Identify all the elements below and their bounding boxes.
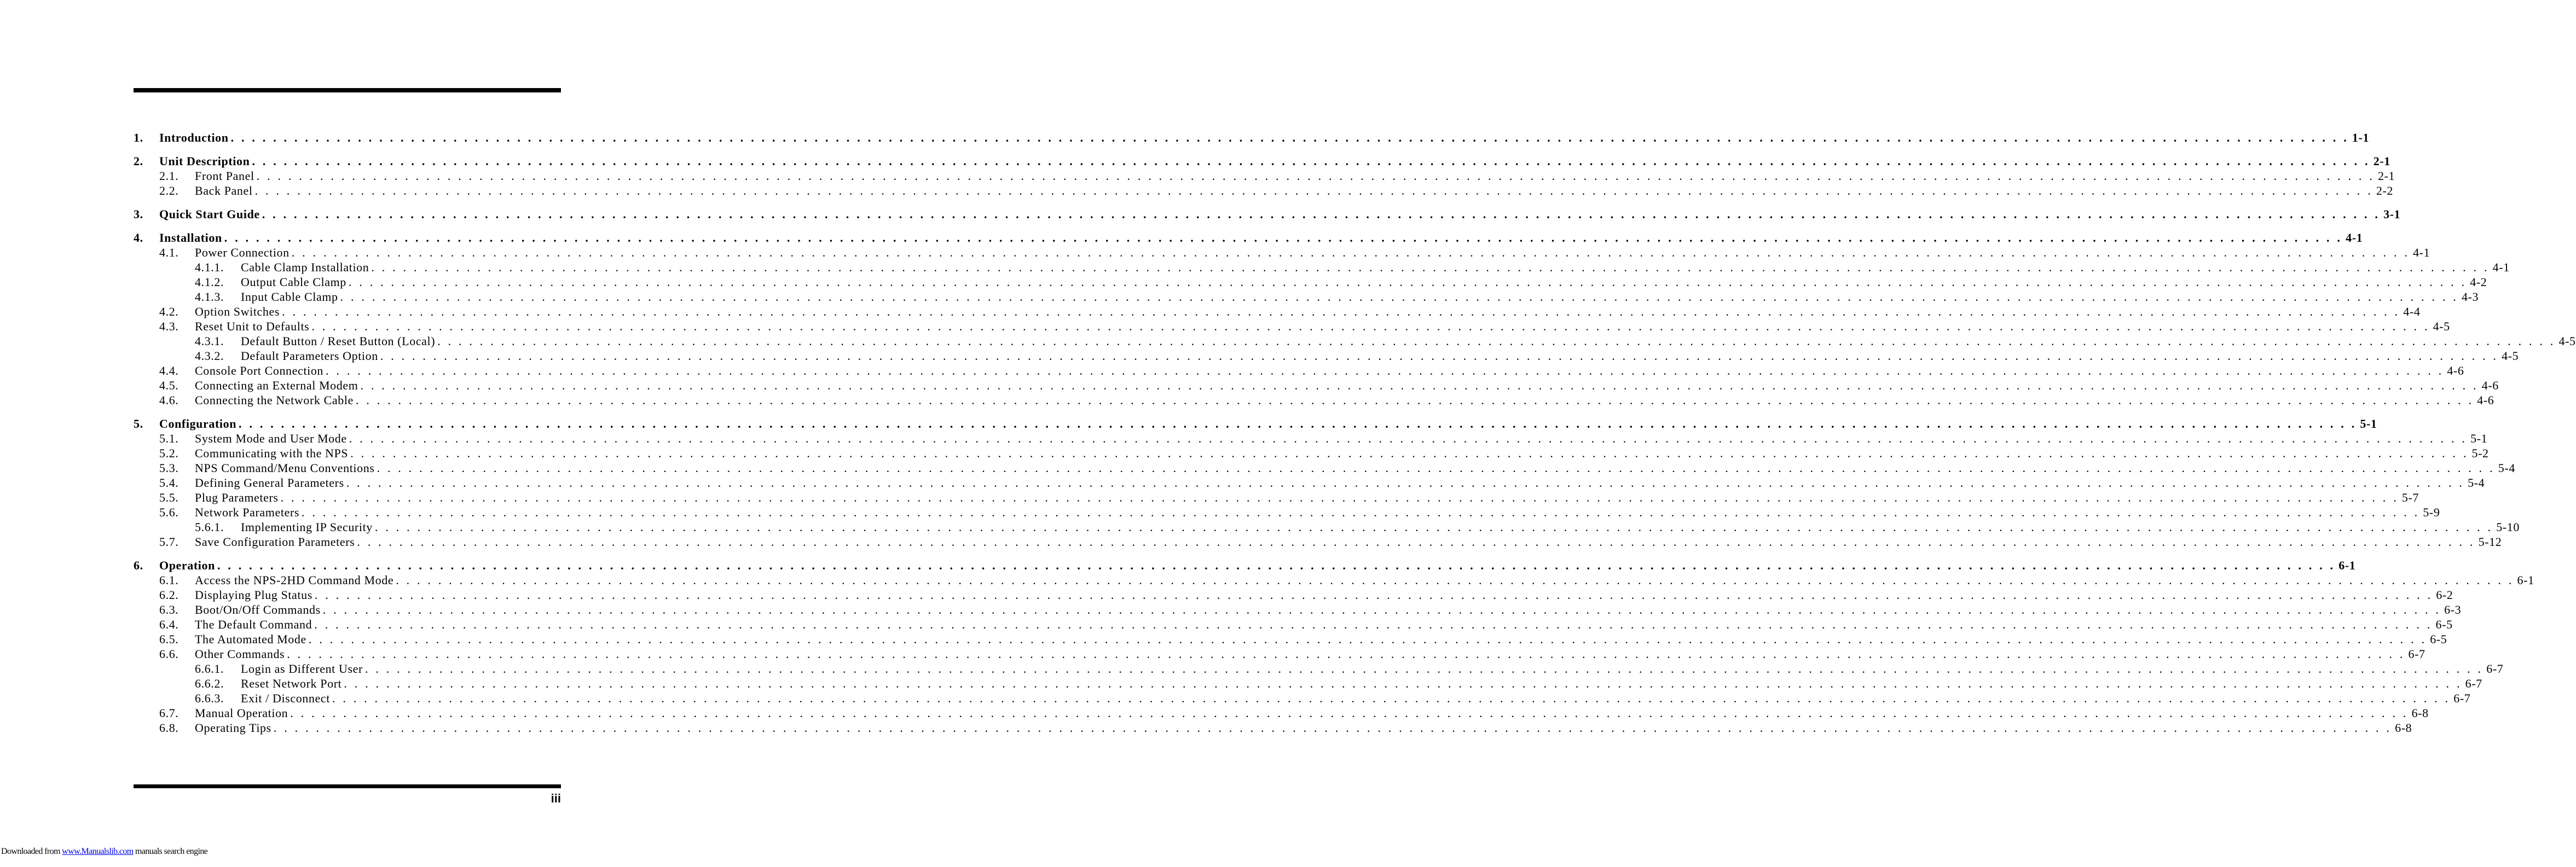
toc-entry-number: 6.4. xyxy=(159,618,179,631)
toc-entry-page: 4-5 xyxy=(2502,349,2519,363)
toc-entry-number: 4.3. xyxy=(159,319,179,333)
toc-entry[interactable] xyxy=(134,587,2453,602)
toc-entry-title: Operating Tips xyxy=(195,721,271,735)
toc-entry-page: 4-2 xyxy=(2470,275,2487,289)
toc-entry[interactable] xyxy=(134,647,2426,661)
dot-leader: . . . . . . . . . . . . . . . . . . . . . . . . . . . . . . . . . . . . . . . . . . . . . . . . . . . . . . . . . . . . . . . . . . . . . . . . . . . . . . . . . . . . . . . . . . . . . . . . . . . . . . . . . . . . . . . . . . . . . . . . . . . . . . . . . . . . . . . . . . . . . . . . . . . . . . . . . . . . . . . . . . . . . . . . . . . . . . . . . . . . . . . . . . . . . . . . . . . . . . . . xyxy=(239,417,2357,430)
toc-entry-title: Exit / Disconnect xyxy=(241,691,330,705)
toc-entry-page: 4-1 xyxy=(2346,231,2363,245)
toc-entry-number: 5.2. xyxy=(159,446,179,460)
toc-entry-title: Output Cable Clamp xyxy=(241,275,346,289)
toc-entry-number: 6.8. xyxy=(159,721,179,735)
dot-leader: . . . . . . . . . . . . . . . . . . . . . . . . . . . . . . . . . . . . . . . . . . . . . . . . . . . . . . . . . . . . . . . . . . . . . . . . . . . . . . . . . . . . . . . . . . . . . . . . . . . . . . . . . . . . . . . . . . . . . . . . . . . . . . . . . . . . . . . . . . . . . . . . . . . . . . . . . . . . . . . . . . . . . . . . . . . . . . . . . . . . . . . . . . . . . . . . . . . . . . . . xyxy=(360,379,2479,392)
dot-leader: . . . . . . . . . . . . . . . . . . . . . . . . . . . . . . . . . . . . . . . . . . . . . . . . . . . . . . . . . . . . . . . . . . . . . . . . . . . . . . . . . . . . . . . . . . . . . . . . . . . . . . . . . . . . . . . . . . . . . . . . . . . . . . . . . . . . . . . . . . . . . . . . . . . . . . . . . . . . . . . . . . . . . . . . . . . . . . . . . . . . . . . . . . . . . . . . . . . . . . . . xyxy=(252,154,2370,168)
toc-entry-number: 6.1. xyxy=(159,573,179,587)
toc-entry-title: Defining General Parameters xyxy=(195,476,344,490)
toc-entry-page: 6-7 xyxy=(2453,691,2471,705)
toc-entry-number: 5.6.1. xyxy=(195,520,224,534)
dot-leader: . . . . . . . . . . . . . . . . . . . . . . . . . . . . . . . . . . . . . . . . . . . . . . . . . . . . . . . . . . . . . . . . . . . . . . . . . . . . . . . . . . . . . . . . . . . . . . . . . . . . . . . . . . . . . . . . . . . . . . . . . . . . . . . . . . . . . . . . . . . . . . . . . . . . . . . . . . . . . . . . . . . . . . . . . . . . . . . . . . . . . . . . . . . . . . . . . . . . . . . . xyxy=(332,691,2451,705)
dot-leader: . . . . . . . . . . . . . . . . . . . . . . . . . . . . . . . . . . . . . . . . . . . . . . . . . . . . . . . . . . . . . . . . . . . . . . . . . . . . . . . . . . . . . . . . . . . . . . . . . . . . . . . . . . . . . . . . . . . . . . . . . . . . . . . . . . . . . . . . . . . . . . . . . . . . . . . . . . . . . . . . . . . . . . . . . . . . . . . . . . . . . . . . . . . . . . . . . . . . . . . . xyxy=(311,319,2430,333)
footer-suffix: manuals search engine xyxy=(133,847,208,856)
manualslib-link[interactable]: www.Manualslib.com xyxy=(62,847,134,856)
toc-entry-page: 5-4 xyxy=(2498,461,2515,475)
toc-entry-number: 4.3.1. xyxy=(195,334,224,348)
toc-entry-number: 6.6.2. xyxy=(195,677,224,690)
toc-entry-title: Connecting an External Modem xyxy=(195,379,358,392)
toc-entry-title: Access the NPS-2HD Command Mode xyxy=(195,573,394,587)
toc-entry-page: 4-5 xyxy=(2433,319,2450,333)
toc-entry[interactable] xyxy=(134,720,2412,735)
toc-entry-page: 4-1 xyxy=(2413,246,2430,259)
bottom-rule xyxy=(134,784,561,788)
toc-entry[interactable] xyxy=(134,334,2576,348)
toc-entry-number: 5.7. xyxy=(159,535,179,549)
toc-entry[interactable] xyxy=(134,617,2453,632)
toc-entry-page: 4-4 xyxy=(2403,305,2421,318)
dot-leader: . . . . . . . . . . . . . . . . . . . . . . . . . . . . . . . . . . . . . . . . . . . . . . . . . . . . . . . . . . . . . . . . . . . . . . . . . . . . . . . . . . . . . . . . . . . . . . . . . . . . . . . . . . . . . . . . . . . . . . . . . . . . . . . . . . . . . . . . . . . . . . . . . . . . . . . . . . . . . . . . . . . . . . . . . . . . . . . . . . . . . . . . . . . . . . . . . . . . . . . . xyxy=(355,393,2474,407)
toc-entry-page: 4-5 xyxy=(2558,334,2576,348)
toc-entry-page: 6-8 xyxy=(2395,721,2412,735)
toc-entry[interactable] xyxy=(134,676,2482,691)
dot-leader: . . . . . . . . . . . . . . . . . . . . . . . . . . . . . . . . . . . . . . . . . . . . . . . . . . . . . . . . . . . . . . . . . . . . . . . . . . . . . . . . . . . . . . . . . . . . . . . . . . . . . . . . . . . . . . . . . . . . . . . . . . . . . . . . . . . . . . . . . . . . . . . . . . . . . . . . . . . . . . . . . . . . . . . . . . . . . . . . . . . . . . . . . . . . . . . . . . . . . . . . xyxy=(273,721,2392,735)
toc-entry-title: Implementing IP Security xyxy=(241,520,373,534)
toc-entry-title: Save Configuration Parameters xyxy=(195,535,355,549)
toc-entry-page: 4-6 xyxy=(2481,379,2499,392)
dot-leader: . . . . . . . . . . . . . . . . . . . . . . . . . . . . . . . . . . . . . . . . . . . . . . . . . . . . . . . . . . . . . . . . . . . . . . . . . . . . . . . . . . . . . . . . . . . . . . . . . . . . . . . . . . . . . . . . . . . . . . . . . . . . . . . . . . . . . . . . . . . . . . . . . . . . . . . . . . . . . . . . . . . . . . . . . . . . . . . . . . . . . . . . . . . . . . . . . . . . . . . . xyxy=(340,290,2458,304)
dot-leader: . . . . . . . . . . . . . . . . . . . . . . . . . . . . . . . . . . . . . . . . . . . . . . . . . . . . . . . . . . . . . . . . . . . . . . . . . . . . . . . . . . . . . . . . . . . . . . . . . . . . . . . . . . . . . . . . . . . . . . . . . . . . . . . . . . . . . . . . . . . . . . . . . . . . . . . . . . . . . . . . . . . . . . . . . . . . . . . . . . . . . . . . . . . . . . . . . . . . . . . . xyxy=(254,184,2373,197)
toc-entry-number: 5. xyxy=(134,417,143,430)
toc-entry[interactable] xyxy=(134,154,2390,168)
toc-entry-title: Power Connection xyxy=(195,246,290,259)
dot-leader: . . . . . . . . . . . . . . . . . . . . . . . . . . . . . . . . . . . . . . . . . . . . . . . . . . . . . . . . . . . . . . . . . . . . . . . . . . . . . . . . . . . . . . . . . . . . . . . . . . . . . . . . . . . . . . . . . . . . . . . . . . . . . . . . . . . . . . . . . . . . . . . . . . . . . . . . . . . . . . . . . . . . . . . . . . . . . . . . . . . . . . . . . . . . . . . . . . . . . . . . xyxy=(349,432,2468,445)
toc-entry-title: Boot/On/Off Commands xyxy=(195,603,321,616)
toc-entry[interactable] xyxy=(134,573,2534,587)
dot-leader: . . . . . . . . . . . . . . . . . . . . . . . . . . . . . . . . . . . . . . . . . . . . . . . . . . . . . . . . . . . . . . . . . . . . . . . . . . . . . . . . . . . . . . . . . . . . . . . . . . . . . . . . . . . . . . . . . . . . . . . . . . . . . . . . . . . . . . . . . . . . . . . . . . . . . . . . . . . . . . . . . . . . . . . . . . . . . . . . . . . . . . . . . . . . . . . . . . . . . . . . xyxy=(357,535,2475,549)
toc-entry-number: 5.5. xyxy=(159,491,179,504)
toc-entry[interactable] xyxy=(134,691,2471,706)
dot-leader: . . . . . . . . . . . . . . . . . . . . . . . . . . . . . . . . . . . . . . . . . . . . . . . . . . . . . . . . . . . . . . . . . . . . . . . . . . . . . . . . . . . . . . . . . . . . . . . . . . . . . . . . . . . . . . . . . . . . . . . . . . . . . . . . . . . . . . . . . . . . . . . . . . . . . . . . . . . . . . . . . . . . . . . . . . . . . . . . . . . . . . . . . . . . . . . . . . . . . . . . xyxy=(348,275,2467,289)
toc-entry-number: 4. xyxy=(134,231,143,245)
dot-leader: . . . . . . . . . . . . . . . . . . . . . . . . . . . . . . . . . . . . . . . . . . . . . . . . . . . . . . . . . . . . . . . . . . . . . . . . . . . . . . . . . . . . . . . . . . . . . . . . . . . . . . . . . . . . . . . . . . . . . . . . . . . . . . . . . . . . . . . . . . . . . . . . . . . . . . . . . . . . . . . . . . . . . . . . . . . . . . . . . . . . . . . . . . . . . . . . . . . . . . . . xyxy=(224,231,2343,245)
toc-entry-title: Default Button / Reset Button (Local) xyxy=(241,334,436,348)
toc-entry[interactable] xyxy=(134,602,2462,617)
toc-entry[interactable] xyxy=(134,230,2363,245)
toc-entry-number: 2.1. xyxy=(159,169,179,183)
toc-entry[interactable] xyxy=(134,431,2488,446)
top-rule xyxy=(134,88,561,92)
dot-leader: . . . . . . . . . . . . . . . . . . . . . . . . . . . . . . . . . . . . . . . . . . . . . . . . . . . . . . . . . . . . . . . . . . . . . . . . . . . . . . . . . . . . . . . . . . . . . . . . . . . . . . . . . . . . . . . . . . . . . . . . . . . . . . . . . . . . . . . . . . . . . . . . . . . . . . . . . . . . . . . . . . . . . . . . . . . . . . . . . . . . . . . . . . . . . . . . . . . . . . . . xyxy=(380,349,2499,363)
toc-entry[interactable] xyxy=(134,260,2510,275)
table-of-contents xyxy=(134,130,2576,735)
toc-entry-title: Communicating with the NPS xyxy=(195,446,349,460)
toc-entry-page: 6-8 xyxy=(2411,706,2429,720)
toc-entry-number: 6. xyxy=(134,558,143,572)
toc-entry-title: Console Port Connection xyxy=(195,364,324,377)
toc-entry-title: The Automated Mode xyxy=(195,632,306,646)
toc-entry-number: 3. xyxy=(134,207,143,221)
toc-entry-page: 3-1 xyxy=(2383,207,2401,221)
toc-entry-title: Configuration xyxy=(159,417,237,430)
toc-entry-number: 4.1.2. xyxy=(195,275,224,289)
toc-entry-page: 6-1 xyxy=(2517,573,2534,587)
toc-entry-page: 5-12 xyxy=(2478,535,2502,549)
toc-entry-number: 4.1.3. xyxy=(195,290,224,304)
toc-entry-number: 2.2. xyxy=(159,184,179,197)
toc-entry-title: Other Commands xyxy=(195,647,285,661)
toc-entry-number: 4.1. xyxy=(159,246,179,259)
dot-leader: . . . . . . . . . . . . . . . . . . . . . . . . . . . . . . . . . . . . . . . . . . . . . . . . . . . . . . . . . . . . . . . . . . . . . . . . . . . . . . . . . . . . . . . . . . . . . . . . . . . . . . . . . . . . . . . . . . . . . . . . . . . . . . . . . . . . . . . . . . . . . . . . . . . . . . . . . . . . . . . . . . . . . . . . . . . . . . . . . . . . . . . . . . . . . . . . . . . . . . . . xyxy=(314,588,2433,602)
dot-leader: . . . . . . . . . . . . . . . . . . . . . . . . . . . . . . . . . . . . . . . . . . . . . . . . . . . . . . . . . . . . . . . . . . . . . . . . . . . . . . . . . . . . . . . . . . . . . . . . . . . . . . . . . . . . . . . . . . . . . . . . . . . . . . . . . . . . . . . . . . . . . . . . . . . . . . . . . . . . . . . . . . . . . . . . . . . . . . . . . . . . . . . . . . . . . . . . . . . . . . . . xyxy=(291,246,2410,259)
toc-entry-title: NPS Command/Menu Conventions xyxy=(195,461,375,475)
toc-entry-number: 6.6. xyxy=(159,647,179,661)
dot-leader: . . . . . . . . . . . . . . . . . . . . . . . . . . . . . . . . . . . . . . . . . . . . . . . . . . . . . . . . . . . . . . . . . . . . . . . . . . . . . . . . . . . . . . . . . . . . . . . . . . . . . . . . . . . . . . . . . . . . . . . . . . . . . . . . . . . . . . . . . . . . . . . . . . . . . . . . . . . . . . . . . . . . . . . . . . . . . . . . . . . . . . . . . . . . . . . . . . . . . . . . xyxy=(230,131,2349,144)
toc-entry-title: Reset Unit to Defaults xyxy=(195,319,310,333)
dot-leader: . . . . . . . . . . . . . . . . . . . . . . . . . . . . . . . . . . . . . . . . . . . . . . . . . . . . . . . . . . . . . . . . . . . . . . . . . . . . . . . . . . . . . . . . . . . . . . . . . . . . . . . . . . . . . . . . . . . . . . . . . . . . . . . . . . . . . . . . . . . . . . . . . . . . . . . . . . . . . . . . . . . . . . . . . . . . . . . . . . . . . . . . . . . . . . . . . . . . . . . . xyxy=(256,169,2375,183)
toc-entry-page: 6-1 xyxy=(2338,558,2356,572)
toc-entry-page: 2-1 xyxy=(2373,154,2390,168)
dot-leader: . . . . . . . . . . . . . . . . . . . . . . . . . . . . . . . . . . . . . . . . . . . . . . . . . . . . . . . . . . . . . . . . . . . . . . . . . . . . . . . . . . . . . . . . . . . . . . . . . . . . . . . . . . . . . . . . . . . . . . . . . . . . . . . . . . . . . . . . . . . . . . . . . . . . . . . . . . . . . . . . . . . . . . . . . . . . . . . . . . . . . . . . . . . . . . . . . . . . . . . . xyxy=(437,334,2556,348)
dot-leader: . . . . . . . . . . . . . . . . . . . . . . . . . . . . . . . . . . . . . . . . . . . . . . . . . . . . . . . . . . . . . . . . . . . . . . . . . . . . . . . . . . . . . . . . . . . . . . . . . . . . . . . . . . . . . . . . . . . . . . . . . . . . . . . . . . . . . . . . . . . . . . . . . . . . . . . . . . . . . . . . . . . . . . . . . . . . . . . . . . . . . . . . . . . . . . . . . . . . . . . . xyxy=(374,520,2493,534)
toc-entry[interactable] xyxy=(134,534,2502,549)
toc-entry-page: 5-4 xyxy=(2468,476,2485,490)
toc-entry-page: 4-1 xyxy=(2492,260,2510,274)
toc-entry-page: 6-5 xyxy=(2430,632,2447,646)
toc-entry[interactable] xyxy=(134,183,2394,198)
toc-entry-page: 6-2 xyxy=(2436,588,2453,602)
toc-entry-page: 4-6 xyxy=(2477,393,2494,407)
toc-entry[interactable] xyxy=(134,520,2520,534)
toc-entry[interactable] xyxy=(134,304,2421,319)
toc-entry-title: Quick Start Guide xyxy=(159,207,260,221)
toc-entry-number: 4.3.2. xyxy=(195,349,224,363)
toc-entry-title: Introduction xyxy=(159,131,229,144)
toc-entry-title: Option Switches xyxy=(195,305,280,318)
toc-entry[interactable] xyxy=(134,130,2370,145)
toc-entry-number: 6.7. xyxy=(159,706,179,720)
toc-entry[interactable] xyxy=(134,393,2494,408)
toc-entry-title: Plug Parameters xyxy=(195,491,279,504)
footer-prefix: Downloaded from xyxy=(1,847,62,856)
toc-entry-title: Unit Description xyxy=(159,154,250,168)
toc-entry-title: Installation xyxy=(159,231,222,245)
toc-entry-title: System Mode and User Mode xyxy=(195,432,347,445)
toc-entry-number: 5.1. xyxy=(159,432,179,445)
dot-leader: . . . . . . . . . . . . . . . . . . . . . . . . . . . . . . . . . . . . . . . . . . . . . . . . . . . . . . . . . . . . . . . . . . . . . . . . . . . . . . . . . . . . . . . . . . . . . . . . . . . . . . . . . . . . . . . . . . . . . . . . . . . . . . . . . . . . . . . . . . . . . . . . . . . . . . . . . . . . . . . . . . . . . . . . . . . . . . . . . . . . . . . . . . . . . . . . . . . . . . . . xyxy=(290,706,2409,720)
toc-entry-title: Back Panel xyxy=(195,184,253,197)
toc-entry-title: Input Cable Clamp xyxy=(241,290,338,304)
toc-entry-number: 5.6. xyxy=(159,505,179,519)
dot-leader: . . . . . . . . . . . . . . . . . . . . . . . . . . . . . . . . . . . . . . . . . . . . . . . . . . . . . . . . . . . . . . . . . . . . . . . . . . . . . . . . . . . . . . . . . . . . . . . . . . . . . . . . . . . . . . . . . . . . . . . . . . . . . . . . . . . . . . . . . . . . . . . . . . . . . . . . . . . . . . . . . . . . . . . . . . . . . . . . . . . . . . . . . . . . . . . . . . . . . . . . xyxy=(364,662,2484,676)
dot-leader: . . . . . . . . . . . . . . . . . . . . . . . . . . . . . . . . . . . . . . . . . . . . . . . . . . . . . . . . . . . . . . . . . . . . . . . . . . . . . . . . . . . . . . . . . . . . . . . . . . . . . . . . . . . . . . . . . . . . . . . . . . . . . . . . . . . . . . . . . . . . . . . . . . . . . . . . . . . . . . . . . . . . . . . . . . . . . . . . . . . . . . . . . . . . . . . . . . . . . . . . xyxy=(262,207,2381,221)
toc-entry-page: 2-1 xyxy=(2377,169,2395,183)
toc-entry-title: Cable Clamp Installation xyxy=(241,260,369,274)
toc-entry-page: 5-10 xyxy=(2496,520,2520,534)
toc-entry[interactable] xyxy=(134,168,2395,183)
toc-entry[interactable] xyxy=(134,363,2464,378)
dot-leader: . . . . . . . . . . . . . . . . . . . . . . . . . . . . . . . . . . . . . . . . . . . . . . . . . . . . . . . . . . . . . . . . . . . . . . . . . . . . . . . . . . . . . . . . . . . . . . . . . . . . . . . . . . . . . . . . . . . . . . . . . . . . . . . . . . . . . . . . . . . . . . . . . . . . . . . . . . . . . . . . . . . . . . . . . . . . . . . . . . . . . . . . . . . . . . . . . . . . . . . . xyxy=(280,491,2399,504)
toc-entry-title: Connecting the Network Cable xyxy=(195,393,354,407)
toc-entry-page: 6-5 xyxy=(2435,618,2453,631)
toc-entry-number: 6.6.1. xyxy=(195,662,224,676)
toc-entry-number: 5.4. xyxy=(159,476,179,490)
toc-entry-number: 6.3. xyxy=(159,603,179,616)
toc-entry[interactable] xyxy=(134,490,2419,505)
toc-entry-number: 4.1.1. xyxy=(195,260,224,274)
toc-entry-page: 5-9 xyxy=(2423,505,2440,519)
toc-entry[interactable] xyxy=(134,461,2515,475)
toc-entry-title: Manual Operation xyxy=(195,706,288,720)
toc-entry-title: The Default Command xyxy=(195,618,312,631)
dot-leader: . . . . . . . . . . . . . . . . . . . . . . . . . . . . . . . . . . . . . . . . . . . . . . . . . . . . . . . . . . . . . . . . . . . . . . . . . . . . . . . . . . . . . . . . . . . . . . . . . . . . . . . . . . . . . . . . . . . . . . . . . . . . . . . . . . . . . . . . . . . . . . . . . . . . . . . . . . . . . . . . . . . . . . . . . . . . . . . . . . . . . . . . . . . . . . . . . . . . . . . . xyxy=(282,305,2400,318)
page-number: iii xyxy=(551,792,561,805)
dot-leader: . . . . . . . . . . . . . . . . . . . . . . . . . . . . . . . . . . . . . . . . . . . . . . . . . . . . . . . . . . . . . . . . . . . . . . . . . . . . . . . . . . . . . . . . . . . . . . . . . . . . . . . . . . . . . . . . . . . . . . . . . . . . . . . . . . . . . . . . . . . . . . . . . . . . . . . . . . . . . . . . . . . . . . . . . . . . . . . . . . . . . . . . . . . . . . . . . . . . . . . . xyxy=(287,647,2405,661)
toc-entry-number: 4.4. xyxy=(159,364,179,377)
toc-entry-number: 6.2. xyxy=(159,588,179,602)
toc-entry-number: 4.5. xyxy=(159,379,179,392)
dot-leader: . . . . . . . . . . . . . . . . . . . . . . . . . . . . . . . . . . . . . . . . . . . . . . . . . . . . . . . . . . . . . . . . . . . . . . . . . . . . . . . . . . . . . . . . . . . . . . . . . . . . . . . . . . . . . . . . . . . . . . . . . . . . . . . . . . . . . . . . . . . . . . . . . . . . . . . . . . . . . . . . . . . . . . . . . . . . . . . . . . . . . . . . . . . . . . . . . . . . . . . . xyxy=(350,446,2469,460)
toc-entry-number: 1. xyxy=(134,131,143,144)
toc-entry[interactable] xyxy=(134,475,2485,490)
toc-entry[interactable] xyxy=(134,378,2499,393)
toc-entry-title: Front Panel xyxy=(195,169,254,183)
toc-entry[interactable] xyxy=(134,416,2377,431)
toc-entry[interactable] xyxy=(134,558,2356,573)
toc-entry-page: 1-1 xyxy=(2352,131,2370,144)
toc-entry-page: 6-3 xyxy=(2444,603,2462,616)
dot-leader: . . . . . . . . . . . . . . . . . . . . . . . . . . . . . . . . . . . . . . . . . . . . . . . . . . . . . . . . . . . . . . . . . . . . . . . . . . . . . . . . . . . . . . . . . . . . . . . . . . . . . . . . . . . . . . . . . . . . . . . . . . . . . . . . . . . . . . . . . . . . . . . . . . . . . . . . . . . . . . . . . . . . . . . . . . . . . . . . . . . . . . . . . . . . . . . . . . . . . . . . xyxy=(322,603,2441,616)
toc-entry-title: Displaying Plug Status xyxy=(195,588,312,602)
toc-entry-title: Default Parameters Option xyxy=(241,349,378,363)
toc-entry-page: 4-3 xyxy=(2461,290,2479,304)
toc-entry-title: Network Parameters xyxy=(195,505,300,519)
dot-leader: . . . . . . . . . . . . . . . . . . . . . . . . . . . . . . . . . . . . . . . . . . . . . . . . . . . . . . . . . . . . . . . . . . . . . . . . . . . . . . . . . . . . . . . . . . . . . . . . . . . . . . . . . . . . . . . . . . . . . . . . . . . . . . . . . . . . . . . . . . . . . . . . . . . . . . . . . . . . . . . . . . . . . . . . . . . . . . . . . . . . . . . . . . . . . . . . . . . . . . . . xyxy=(344,677,2462,690)
toc-entry-title: Operation xyxy=(159,558,215,572)
toc-entry[interactable] xyxy=(134,245,2430,260)
toc-entry[interactable] xyxy=(134,348,2519,363)
toc-entry[interactable] xyxy=(134,661,2504,676)
toc-entry[interactable] xyxy=(134,207,2401,222)
dot-leader: . . . . . . . . . . . . . . . . . . . . . . . . . . . . . . . . . . . . . . . . . . . . . . . . . . . . . . . . . . . . . . . . . . . . . . . . . . . . . . . . . . . . . . . . . . . . . . . . . . . . . . . . . . . . . . . . . . . . . . . . . . . . . . . . . . . . . . . . . . . . . . . . . . . . . . . . . . . . . . . . . . . . . . . . . . . . . . . . . . . . . . . . . . . . . . . . . . . . . . . . xyxy=(217,558,2336,572)
toc-entry[interactable] xyxy=(134,632,2447,647)
toc-entry[interactable] xyxy=(134,446,2489,461)
toc-entry-page: 5-1 xyxy=(2470,432,2488,445)
toc-entry-page: 5-7 xyxy=(2401,491,2419,504)
dot-leader: . . . . . . . . . . . . . . . . . . . . . . . . . . . . . . . . . . . . . . . . . . . . . . . . . . . . . . . . . . . . . . . . . . . . . . . . . . . . . . . . . . . . . . . . . . . . . . . . . . . . . . . . . . . . . . . . . . . . . . . . . . . . . . . . . . . . . . . . . . . . . . . . . . . . . . . . . . . . . . . . . . . . . . . . . . . . . . . . . . . . . . . . . . . . . . . . . . . . . . . . xyxy=(377,461,2495,475)
toc-entry-page: 6-7 xyxy=(2465,677,2482,690)
toc-entry-number: 2. xyxy=(134,154,143,168)
dot-leader: . . . . . . . . . . . . . . . . . . . . . . . . . . . . . . . . . . . . . . . . . . . . . . . . . . . . . . . . . . . . . . . . . . . . . . . . . . . . . . . . . . . . . . . . . . . . . . . . . . . . . . . . . . . . . . . . . . . . . . . . . . . . . . . . . . . . . . . . . . . . . . . . . . . . . . . . . . . . . . . . . . . . . . . . . . . . . . . . . . . . . . . . . . . . . . . . . . . . . . . . xyxy=(346,476,2465,490)
dot-leader: . . . . . . . . . . . . . . . . . . . . . . . . . . . . . . . . . . . . . . . . . . . . . . . . . . . . . . . . . . . . . . . . . . . . . . . . . . . . . . . . . . . . . . . . . . . . . . . . . . . . . . . . . . . . . . . . . . . . . . . . . . . . . . . . . . . . . . . . . . . . . . . . . . . . . . . . . . . . . . . . . . . . . . . . . . . . . . . . . . . . . . . . . . . . . . . . . . . . . . . . xyxy=(396,573,2514,587)
dot-leader: . . . . . . . . . . . . . . . . . . . . . . . . . . . . . . . . . . . . . . . . . . . . . . . . . . . . . . . . . . . . . . . . . . . . . . . . . . . . . . . . . . . . . . . . . . . . . . . . . . . . . . . . . . . . . . . . . . . . . . . . . . . . . . . . . . . . . . . . . . . . . . . . . . . . . . . . . . . . . . . . . . . . . . . . . . . . . . . . . . . . . . . . . . . . . . . . . . . . . . . . xyxy=(314,618,2433,631)
download-footer xyxy=(1,847,207,857)
toc-entry-page: 5-1 xyxy=(2360,417,2377,430)
toc-entry-number: 6.6.3. xyxy=(195,691,224,705)
toc-entry-number: 4.6. xyxy=(159,393,179,407)
toc-entry-title: Reset Network Port xyxy=(241,677,342,690)
toc-entry[interactable] xyxy=(134,706,2429,720)
toc-entry[interactable] xyxy=(134,319,2450,334)
toc-entry-number: 6.5. xyxy=(159,632,179,646)
toc-entry[interactable] xyxy=(134,505,2440,520)
dot-leader: . . . . . . . . . . . . . . . . . . . . . . . . . . . . . . . . . . . . . . . . . . . . . . . . . . . . . . . . . . . . . . . . . . . . . . . . . . . . . . . . . . . . . . . . . . . . . . . . . . . . . . . . . . . . . . . . . . . . . . . . . . . . . . . . . . . . . . . . . . . . . . . . . . . . . . . . . . . . . . . . . . . . . . . . . . . . . . . . . . . . . . . . . . . . . . . . . . . . . . . . xyxy=(302,505,2420,519)
toc-entry-page: 6-7 xyxy=(2408,647,2426,661)
toc-entry-page: 2-2 xyxy=(2376,184,2394,197)
toc-entry-page: 6-7 xyxy=(2486,662,2504,676)
dot-leader: . . . . . . . . . . . . . . . . . . . . . . . . . . . . . . . . . . . . . . . . . . . . . . . . . . . . . . . . . . . . . . . . . . . . . . . . . . . . . . . . . . . . . . . . . . . . . . . . . . . . . . . . . . . . . . . . . . . . . . . . . . . . . . . . . . . . . . . . . . . . . . . . . . . . . . . . . . . . . . . . . . . . . . . . . . . . . . . . . . . . . . . . . . . . . . . . . . . . . . . . xyxy=(371,260,2490,274)
dot-leader: . . . . . . . . . . . . . . . . . . . . . . . . . . . . . . . . . . . . . . . . . . . . . . . . . . . . . . . . . . . . . . . . . . . . . . . . . . . . . . . . . . . . . . . . . . . . . . . . . . . . . . . . . . . . . . . . . . . . . . . . . . . . . . . . . . . . . . . . . . . . . . . . . . . . . . . . . . . . . . . . . . . . . . . . . . . . . . . . . . . . . . . . . . . . . . . . . . . . . . . . xyxy=(326,364,2444,377)
toc-entry[interactable] xyxy=(134,275,2487,289)
toc-entry-page: 4-6 xyxy=(2447,364,2464,377)
toc-entry-title: Login as Different User xyxy=(241,662,363,676)
toc-entry-page: 5-2 xyxy=(2471,446,2489,460)
toc-entry-number: 4.2. xyxy=(159,305,179,318)
toc-entry-number: 5.3. xyxy=(159,461,179,475)
toc-entry[interactable] xyxy=(134,289,2479,304)
dot-leader: . . . . . . . . . . . . . . . . . . . . . . . . . . . . . . . . . . . . . . . . . . . . . . . . . . . . . . . . . . . . . . . . . . . . . . . . . . . . . . . . . . . . . . . . . . . . . . . . . . . . . . . . . . . . . . . . . . . . . . . . . . . . . . . . . . . . . . . . . . . . . . . . . . . . . . . . . . . . . . . . . . . . . . . . . . . . . . . . . . . . . . . . . . . . . . . . . . . . . . . . xyxy=(308,632,2427,646)
